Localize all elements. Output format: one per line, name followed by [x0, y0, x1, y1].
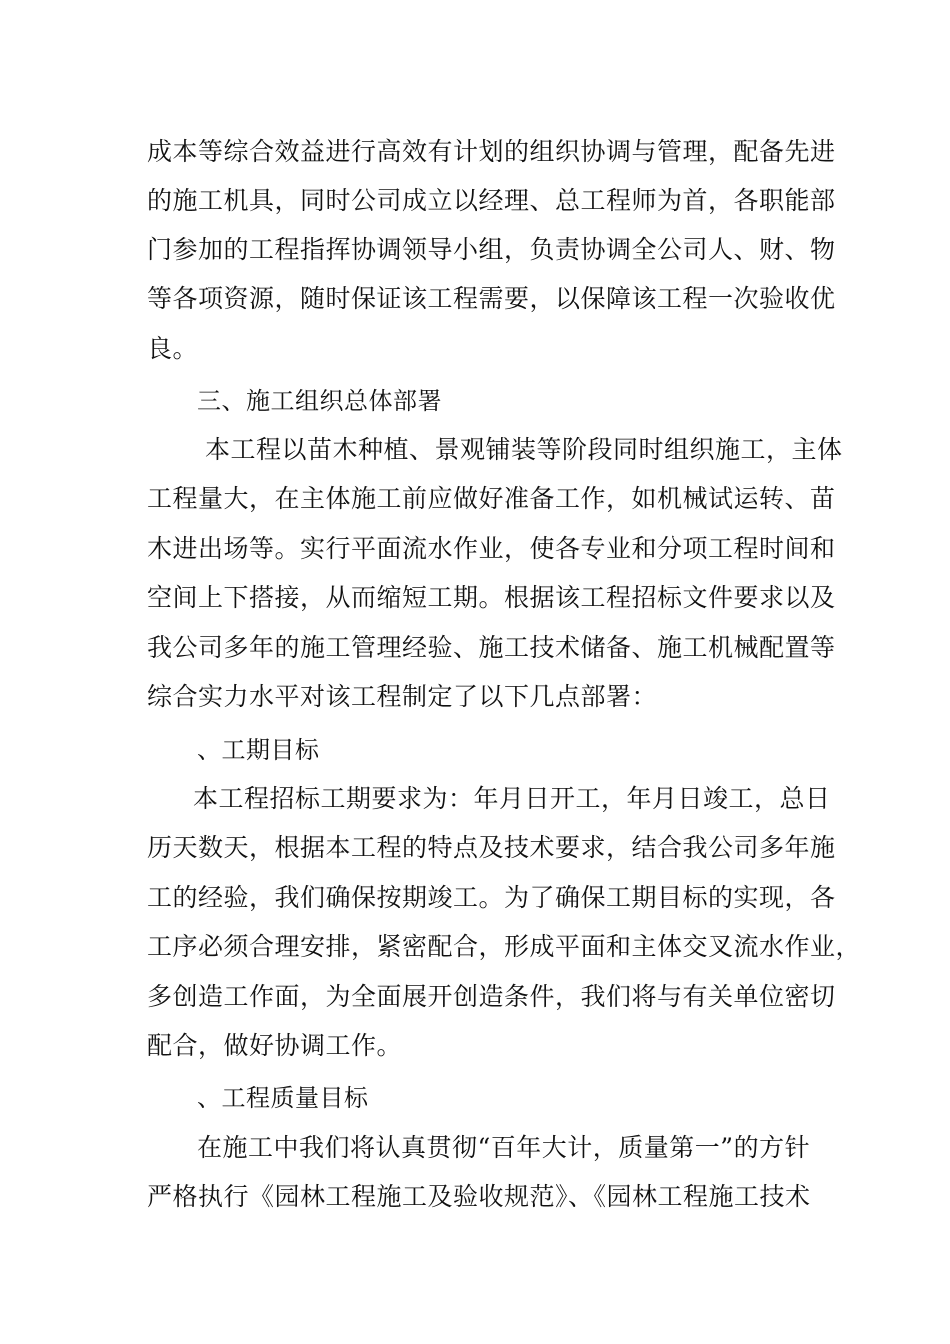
paragraph-2-line-1: 本工程以苗木种植、景观铺装等阶段同时组织施工，主体 [205, 435, 843, 464]
paragraph-3-line-1: 本工程招标工期要求为：年月日开工，年月日竣工，总日 [193, 784, 831, 813]
paragraph-3-line-4: 工序必须合理安排，紧密配合，形成平面和主体交叉流水作业， [147, 932, 862, 961]
paragraph-1-line-3: 门参加的工程指挥协调领导小组，负责协调全公司人、财、物 [147, 235, 836, 264]
subheading-schedule-goal: 、工期目标 [197, 736, 320, 764]
paragraph-2-line-4: 空间上下搭接，从而缩短工期。根据该工程招标文件要求以及 [147, 583, 836, 612]
section-heading: 三、施工组织总体部署 [197, 387, 442, 415]
paragraph-1-line-1: 成本等综合效益进行高效有计划的组织协调与管理，配备先进 [147, 137, 836, 166]
paragraph-3-line-2: 历天数天，根据本工程的特点及技术要求，结合我公司多年施 [147, 833, 836, 862]
paragraph-2-line-3: 木进出场等。实行平面流水作业，使各专业和分项工程时间和 [147, 534, 836, 563]
paragraph-1-line-5: 良。 [147, 334, 199, 363]
subheading-quality-goal: 、工程质量目标 [197, 1084, 369, 1112]
paragraph-1-line-4: 等各项资源，随时保证该工程需要，以保障该工程一次验收优 [147, 284, 836, 313]
paragraph-3-line-3: 工的经验，我们确保按期竣工。为了确保工期目标的实现，各 [147, 883, 836, 912]
paragraph-3-line-5: 多创造工作面，为全面展开创造条件，我们将与有关单位密切 [147, 982, 836, 1011]
paragraph-3-line-6: 配合，做好协调工作。 [147, 1031, 403, 1060]
paragraph-4-line-1: 在施工中我们将认真贯彻“百年大计，质量第一”的方针 [197, 1133, 811, 1162]
paragraph-2-line-5: 我公司多年的施工管理经验、施工技术储备、施工机械配置等 [147, 633, 836, 662]
paragraph-4-line-2: 严格执行《园林工程施工及验收规范》、《园林工程施工技术 [147, 1182, 811, 1211]
paragraph-2-line-2: 工程量大，在主体施工前应做好准备工作，如机械试运转、苗 [147, 484, 836, 513]
paragraph-1-line-2: 的施工机具，同时公司成立以经理、总工程师为首，各职能部 [147, 186, 836, 215]
paragraph-2-line-6: 综合实力水平对该工程制定了以下几点部署： [147, 682, 658, 711]
